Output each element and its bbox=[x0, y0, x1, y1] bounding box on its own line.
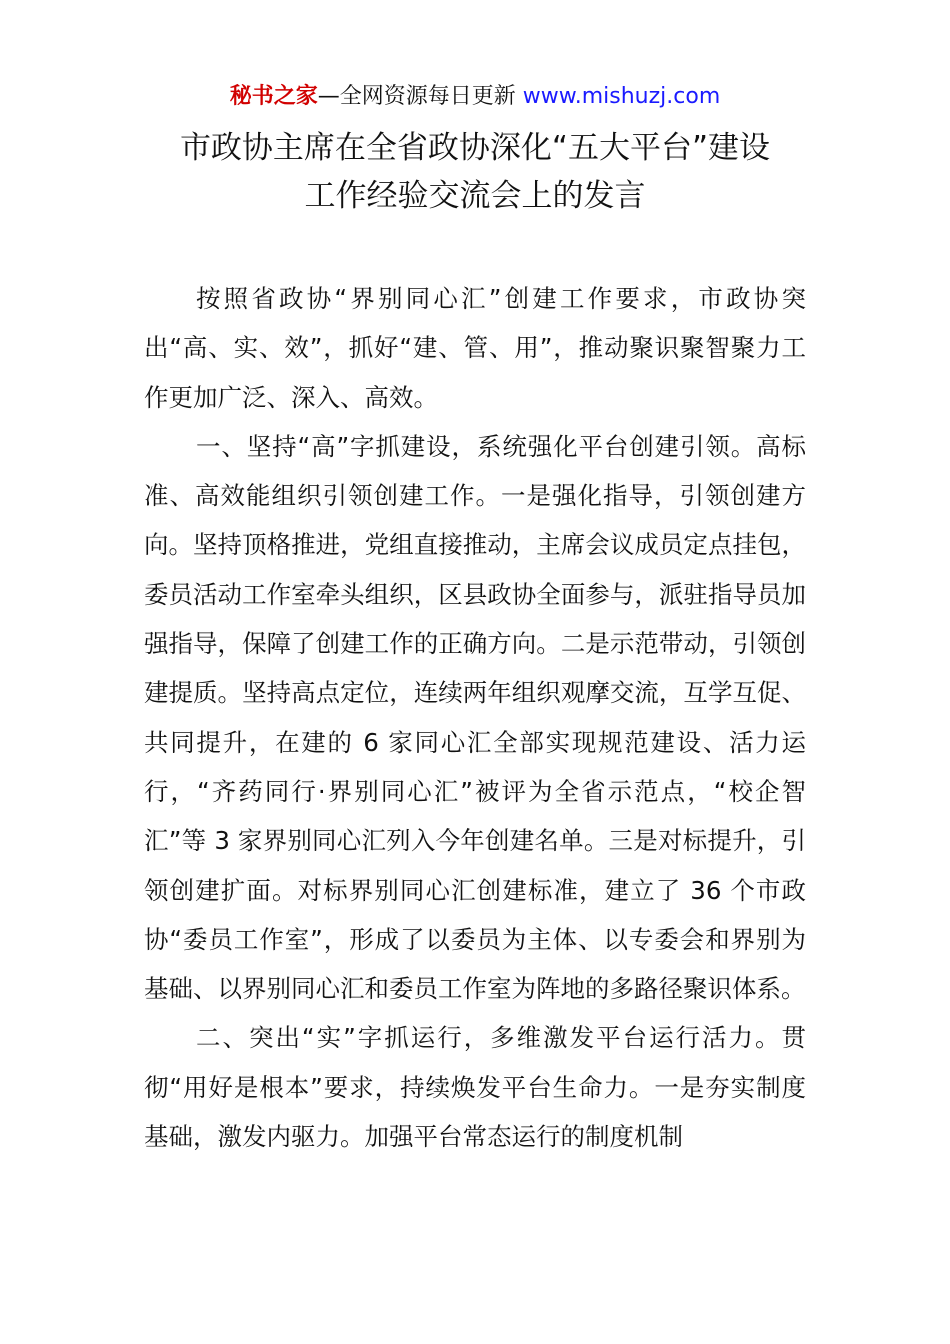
site-header bbox=[0, 82, 950, 112]
paragraph-section-1: 一、坚持“高”字抓建设，系统强化平台创建引领。高标准、高效能组织引领创建工作。一是强化指导，引领创建方向。坚持顶格推进，党组直接推动，主席会议成员定点挂包，委员活动工作室牵头组织，区县政协全面参与，派驻指导员加强指导，保障了创建工作的正确方向。二是示范带动，引领创建提质。坚持高点定位，连续两年组织观摩交流，互学互促、共同提升，在建的 6 家同心汇全部实现规范建设、活力运行，“齐药同行·界别同心汇”被评为全省示范点，“校企智汇”等 3 家界别同心汇列入今年创建名单。三是对标提升，引领创建扩面。对标界别同心汇创建标准，建立了 36 个市政协“委员工作室”，形成了以委员为主体、以专委会和界别为基础、以界别同心汇和委员工作室为阵地的多路径聚识体系。 bbox=[144, 431, 806, 1004]
title-line-1: 市政协主席在全省政协深化“五大平台”建设 bbox=[179, 130, 771, 166]
title-line-2: 工作经验交流会上的发言 bbox=[304, 178, 646, 214]
document-title bbox=[0, 124, 950, 220]
document-body bbox=[144, 274, 806, 1161]
paragraph-intro: 按照省政协“界别同心汇”创建工作要求，市政协突出“高、实、效”，抓好“建、管、用”，推动聚识聚智聚力工作更加广泛、深入、高效。 bbox=[144, 284, 806, 412]
header-tagline: —全网资源每日更新 bbox=[317, 84, 523, 109]
site-url[interactable]: www.mishuzj.com bbox=[522, 84, 721, 109]
brand-name: 秘书之家 bbox=[229, 84, 318, 109]
paragraph-section-2: 二、突出“实”字抓运行，多维激发平台运行活力。贯彻“用好是根本”要求，持续焕发平台生命力。一是夯实制度基础，激发内驱力。加强平台常态运行的制度机制 bbox=[144, 1023, 806, 1152]
